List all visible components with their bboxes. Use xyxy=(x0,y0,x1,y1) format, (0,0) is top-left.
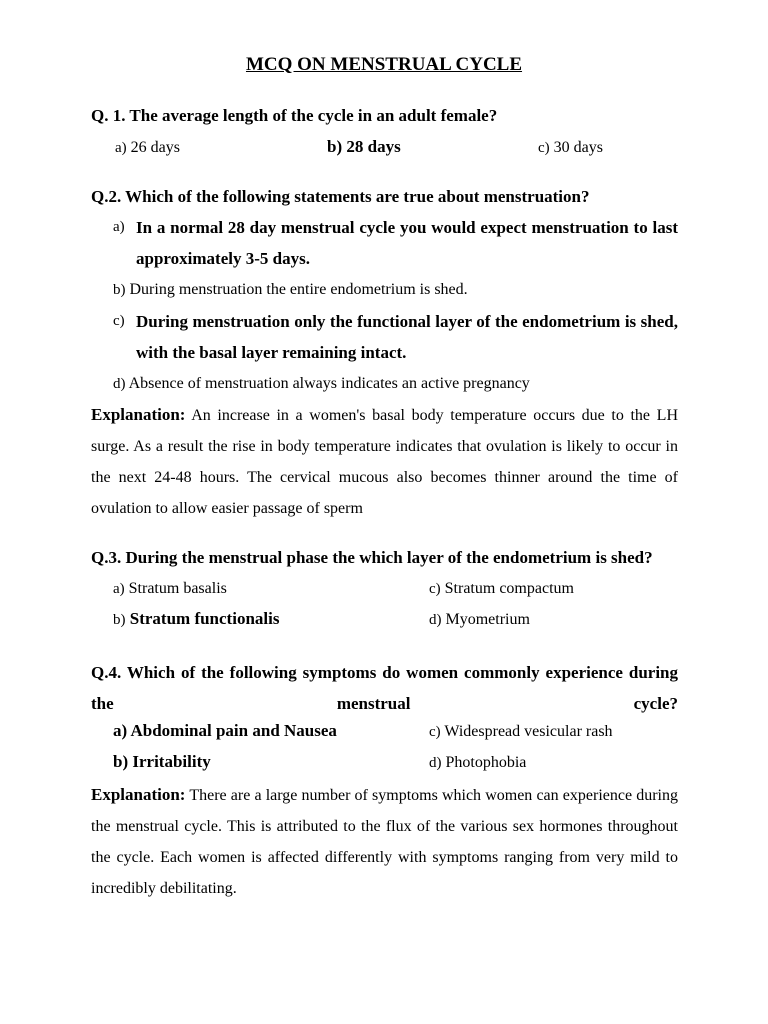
q3-option-d-label: d) xyxy=(429,612,442,628)
q3-option-c-label: c) xyxy=(429,581,441,597)
q1-option-b-label: b) xyxy=(327,137,343,156)
q1-option-c xyxy=(538,137,603,159)
q2-option-c-text: During menstruation only the functional layer of the endometrium is shed, with the basal layer remaining intact. xyxy=(136,312,678,362)
q2-explanation-text: An increase in a women's basal body temperature occurs due to the LH surge. As a result the rise in body temperature indicates that ovulation is likely to occur in the next 24-48 hours. The cervical mucous also becomes thinner around the time of ovulation to allow easier passage of sperm xyxy=(91,407,678,517)
q3-option-c xyxy=(429,578,574,600)
q2-option-d xyxy=(113,373,530,395)
q4-option-a xyxy=(113,720,337,742)
q4-option-d xyxy=(429,752,526,774)
q4-option-c-label: c) xyxy=(429,724,441,740)
q3-option-b xyxy=(113,608,279,631)
q1-option-a xyxy=(115,137,180,159)
q3-option-a-text: Stratum basalis xyxy=(128,580,227,597)
q4-option-c xyxy=(429,721,613,743)
q2-option-d-label: d) xyxy=(113,376,126,392)
q1-option-b-text: 28 days xyxy=(346,137,401,156)
q2-explanation-heading: Explanation: xyxy=(91,405,186,424)
q3-option-a-label: a) xyxy=(113,581,125,597)
q4-option-b xyxy=(113,751,211,773)
q3-option-a xyxy=(113,578,227,600)
q2-option-b-text: During menstruation the entire endometrium is shed. xyxy=(129,281,468,298)
question-1: Q. 1. The average length of the cycle in an adult female? xyxy=(91,106,498,125)
q2-option-a-text: In a normal 28 day menstrual cycle you would expect menstruation to last approximately 3-5 days. xyxy=(136,218,678,268)
q1-option-c-label: c) xyxy=(538,140,550,156)
q2-option-a-label: a) xyxy=(113,219,125,235)
question-3: Q.3. During the menstrual phase the which layer of the endometrium is shed? xyxy=(91,548,653,567)
q3-option-d-text: Myometrium xyxy=(445,611,530,628)
q1-option-a-text: 26 days xyxy=(130,139,180,156)
question-4-text: Q.4. Which of the following symptoms do women commonly experience during the menstrual cycle? xyxy=(91,663,678,713)
q3-option-c-text: Stratum compactum xyxy=(444,580,574,597)
q4-explanation xyxy=(91,779,678,904)
q3-option-b-label: b) xyxy=(113,612,126,628)
q2-option-c-label: c) xyxy=(113,313,125,329)
q2-option-c xyxy=(113,306,678,368)
question-4 xyxy=(91,657,678,719)
q2-option-d-text: Absence of menstruation always indicates an active pregnancy xyxy=(128,375,530,392)
q3-option-b-text: Stratum functionalis xyxy=(129,609,280,628)
q4-option-c-text: Widespread vesicular rash xyxy=(444,723,613,740)
q1-option-b xyxy=(327,136,401,158)
q1-option-c-text: 30 days xyxy=(553,139,603,156)
q4-option-a-label: a) xyxy=(113,721,128,740)
q4-explanation-heading: Explanation: xyxy=(91,785,186,804)
q4-option-a-text: Abdominal pain and Nausea xyxy=(130,721,337,740)
q4-option-b-label: b) xyxy=(113,752,129,771)
q1-option-a-label: a) xyxy=(115,140,127,156)
page-title: MCQ ON MENSTRUAL CYCLE xyxy=(245,54,523,75)
q2-option-b xyxy=(113,279,468,301)
q3-option-d xyxy=(429,609,530,631)
q4-explanation-text: There are a large number of symptoms which women can experience during the menstrual cycle. This is attributed to the flux of the various sex hormones throughout the cycle. Each women is affected differently with symptoms ranging from very mild to incredibly debilitating. xyxy=(91,787,678,897)
q4-option-d-text: Photophobia xyxy=(445,754,527,771)
question-2: Q.2. Which of the following statements are true about menstruation? xyxy=(91,187,590,206)
q4-option-b-text: Irritability xyxy=(132,752,211,771)
q2-explanation xyxy=(91,399,678,524)
q2-option-a xyxy=(113,212,678,274)
q4-option-d-label: d) xyxy=(429,755,442,771)
q2-option-b-label: b) xyxy=(113,282,126,298)
